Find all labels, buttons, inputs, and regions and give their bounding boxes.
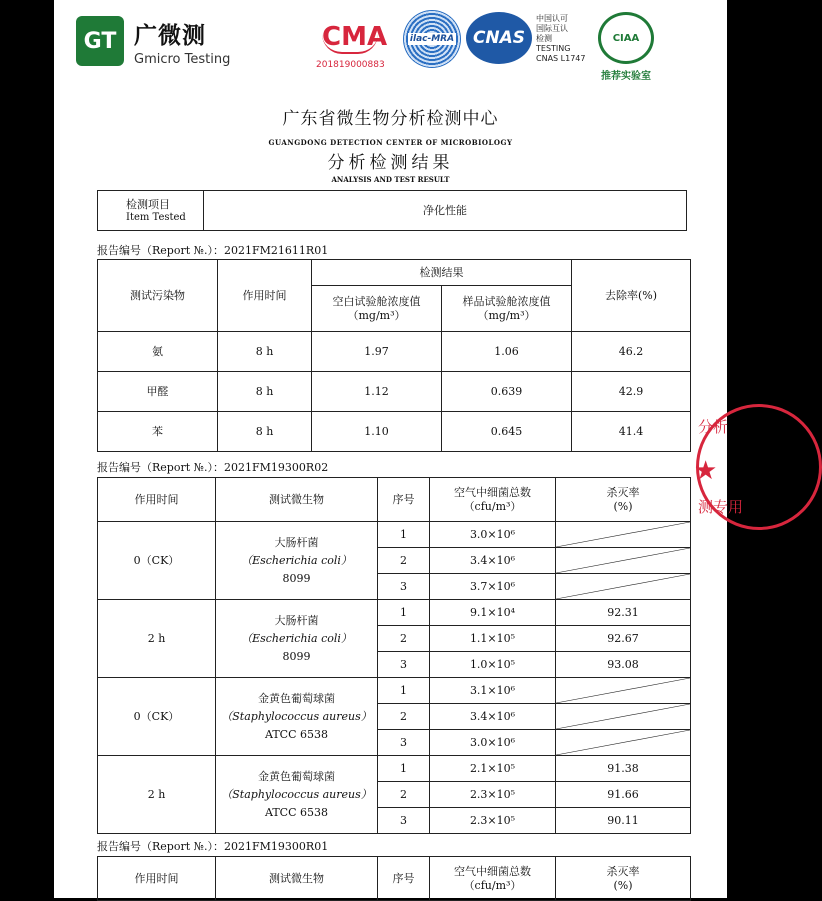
- kill-cell: 93.08: [556, 652, 691, 678]
- cma-mark: CMA: [322, 22, 388, 52]
- time-cell: 8 h: [218, 412, 312, 452]
- report-number-3: 报告编号（Report №.）：2021FM19300R01: [97, 840, 329, 853]
- microbe-table-2: [97, 856, 691, 901]
- header-count: [430, 857, 556, 901]
- item-label-en: Item Tested: [126, 211, 186, 223]
- seq-cell: 2: [378, 704, 430, 730]
- microbe-microbe-cn: 金黄色葡萄球菌: [258, 769, 335, 783]
- kill-cell-empty: [556, 548, 691, 574]
- count-cell: 1.1×10⁵: [430, 626, 556, 652]
- item-label-cn: 检测项目: [126, 197, 170, 211]
- table-row: [98, 678, 691, 704]
- header-time: 作用时间: [98, 478, 216, 522]
- removal-cell: 46.2: [572, 332, 691, 372]
- brand: [134, 22, 230, 68]
- pollutant-table: [97, 259, 691, 452]
- blank-cell: 1.10: [312, 412, 442, 452]
- diagonal-line-icon: [556, 574, 690, 599]
- table-row: [98, 522, 691, 548]
- ciaa-logo: [596, 12, 656, 82]
- time-cell: 0（CK）: [98, 678, 216, 756]
- item-tested-table: [97, 190, 687, 231]
- header-sample-unit: （mg/m³）: [477, 308, 536, 322]
- star-icon: ★: [694, 456, 718, 486]
- red-seal-stamp: [686, 404, 776, 534]
- header-blank: [312, 286, 442, 332]
- blank-cell: 1.97: [312, 332, 442, 372]
- count-cell: 3.7×10⁶: [430, 574, 556, 600]
- cma-logo: [316, 22, 388, 70]
- kill-cell-empty: [556, 678, 691, 704]
- time-cell: 8 h: [218, 332, 312, 372]
- header-kill-label: 杀灭率: [606, 864, 640, 878]
- kill-cell-empty: [556, 574, 691, 600]
- header-pollutant: 测试污染物: [98, 260, 218, 332]
- seq-cell: 3: [378, 730, 430, 756]
- diagonal-line-icon: [556, 678, 690, 703]
- count-cell: 9.1×10⁴: [430, 600, 556, 626]
- diagonal-line-icon: [556, 730, 690, 755]
- table-row: [98, 600, 691, 626]
- pollutant-cell: 甲醛: [98, 372, 218, 412]
- seq-cell: 1: [378, 678, 430, 704]
- diagonal-line-icon: [556, 704, 690, 729]
- pollutant-cell: 氨: [98, 332, 218, 372]
- sample-cell: 0.645: [442, 412, 572, 452]
- cnas-line: TESTING: [536, 44, 571, 53]
- brand-name-cn: 广微测: [134, 23, 206, 49]
- header-count-label: 空气中细菌总数: [454, 864, 531, 878]
- header-sample: [442, 286, 572, 332]
- count-cell: 3.0×10⁶: [430, 522, 556, 548]
- table-row: [98, 756, 691, 782]
- seq-cell: 3: [378, 652, 430, 678]
- table-row: [98, 372, 691, 412]
- kill-cell: 91.66: [556, 782, 691, 808]
- header-microbe: 测试微生物: [216, 857, 378, 901]
- header-count-label: 空气中细菌总数: [454, 485, 531, 499]
- header-blank-label: 空白试验舱浓度值: [332, 294, 421, 308]
- microbe-microbe-latin: （Staphylococcus aureus）: [221, 787, 372, 801]
- microbe-strain: 8099: [282, 649, 311, 663]
- header-kill: [556, 478, 691, 522]
- count-cell: 2.3×10⁵: [430, 808, 556, 834]
- count-cell: 3.1×10⁶: [430, 678, 556, 704]
- ilac-mra-logo: [403, 10, 461, 68]
- result-title-cn: 分析检测结果: [327, 153, 454, 173]
- kill-cell: 90.11: [556, 808, 691, 834]
- count-cell: 2.1×10⁵: [430, 756, 556, 782]
- time-cell: 2 h: [98, 756, 216, 834]
- result-title-en: ANALYSIS AND TEST RESULT: [331, 175, 450, 184]
- ilac-mark: ilac-MRA: [409, 34, 455, 44]
- cnas-line: 国际互认: [536, 24, 568, 33]
- center-title-cn: 广东省微生物分析检测中心: [282, 109, 499, 129]
- header-seq: 序号: [378, 857, 430, 901]
- microbe-microbe-cn: 金黄色葡萄球菌: [258, 691, 335, 705]
- cma-number: 201819000883: [316, 60, 385, 70]
- removal-cell: 42.9: [572, 372, 691, 412]
- count-cell: 3.0×10⁶: [430, 730, 556, 756]
- seq-cell: 2: [378, 626, 430, 652]
- kill-cell-empty: [556, 704, 691, 730]
- stamp-text-bottom: 测专用: [698, 498, 744, 516]
- header-kill-unit: (%): [613, 878, 633, 892]
- diagonal-line-icon: [556, 548, 690, 573]
- time-cell: 8 h: [218, 372, 312, 412]
- count-cell: 1.0×10⁵: [430, 652, 556, 678]
- cnas-line: CNAS L1747: [536, 54, 586, 63]
- header-count-unit: （cfu/m³）: [463, 499, 522, 513]
- microbe-microbe-latin: （Escherichia coli）: [241, 553, 352, 567]
- microbe-microbe-cn: 大肠杆菌: [274, 613, 319, 627]
- header-kill-unit: (%): [613, 499, 633, 513]
- header-microbe: 测试微生物: [216, 478, 378, 522]
- count-cell: 3.4×10⁶: [430, 548, 556, 574]
- microbe-cell: [216, 522, 378, 600]
- header-sample-label: 样品试验舱浓度值: [462, 294, 551, 308]
- time-cell: 2 h: [98, 600, 216, 678]
- seq-cell: 1: [378, 600, 430, 626]
- removal-cell: 41.4: [572, 412, 691, 452]
- sample-cell: 0.639: [442, 372, 572, 412]
- header-time: 作用时间: [98, 857, 216, 901]
- cnas-line: 中国认可: [536, 14, 568, 23]
- count-cell: 2.3×10⁵: [430, 782, 556, 808]
- pollutant-cell: 苯: [98, 412, 218, 452]
- microbe-microbe-latin: （Escherichia coli）: [241, 631, 352, 645]
- seq-cell: 2: [378, 548, 430, 574]
- seq-cell: 3: [378, 808, 430, 834]
- microbe-strain: 8099: [282, 571, 311, 585]
- header-count: [430, 478, 556, 522]
- microbe-cell: [216, 756, 378, 834]
- letterhead: [54, 0, 727, 96]
- stamp-text-top: 分析: [698, 418, 729, 436]
- header-result: 检测结果: [312, 260, 572, 286]
- microbe-strain: ATCC 6538: [264, 727, 328, 741]
- header-count-unit: （cfu/m³）: [463, 878, 522, 892]
- cnas-text: [536, 14, 585, 64]
- header-kill-label: 杀灭率: [606, 485, 640, 499]
- kill-cell-empty: [556, 522, 691, 548]
- center-title-en: GUANGDONG DETECTION CENTER OF MICROBIOLOGY: [268, 138, 513, 147]
- header-kill: [556, 857, 691, 901]
- brand-name-en: Gmicro Testing: [134, 52, 231, 67]
- report-page: [54, 0, 744, 898]
- microbe-strain: ATCC 6538: [264, 805, 328, 819]
- header-removal: 去除率(%): [572, 260, 691, 332]
- table-row: [98, 332, 691, 372]
- microbe-cell: [216, 600, 378, 678]
- header-blank-unit: （mg/m³）: [347, 308, 406, 322]
- diagonal-line-icon: [556, 522, 690, 547]
- kill-cell: 92.31: [556, 600, 691, 626]
- kill-cell: 92.67: [556, 626, 691, 652]
- report-number-2: 报告编号（Report №.）：2021FM19300R02: [97, 461, 329, 474]
- microbe-microbe-cn: 大肠杆菌: [274, 535, 319, 549]
- item-label: [98, 191, 204, 231]
- blank-cell: 1.12: [312, 372, 442, 412]
- count-cell: 3.4×10⁶: [430, 704, 556, 730]
- cnas-line: 检测: [536, 34, 552, 43]
- table-row: [98, 412, 691, 452]
- seq-cell: 1: [378, 756, 430, 782]
- cnas-logo: CNAS: [466, 12, 532, 64]
- seq-cell: 1: [378, 522, 430, 548]
- header-seq: 序号: [378, 478, 430, 522]
- sample-cell: 1.06: [442, 332, 572, 372]
- kill-cell: 91.38: [556, 756, 691, 782]
- seq-cell: 3: [378, 574, 430, 600]
- ciaa-label: 推荐实验室: [601, 71, 651, 82]
- microbe-microbe-latin: （Staphylococcus aureus）: [221, 709, 372, 723]
- ciaa-mark: CIAA: [598, 12, 654, 64]
- seq-cell: 2: [378, 782, 430, 808]
- time-cell: 0（CK）: [98, 522, 216, 600]
- gt-logo: GT: [76, 16, 124, 66]
- header-time: 作用时间: [218, 260, 312, 332]
- microbe-cell: [216, 678, 378, 756]
- item-value: 净化性能: [204, 191, 687, 231]
- kill-cell-empty: [556, 730, 691, 756]
- report-number-1: 报告编号（Report №.）：2021FM21611R01: [97, 244, 329, 257]
- microbe-table: [97, 477, 691, 834]
